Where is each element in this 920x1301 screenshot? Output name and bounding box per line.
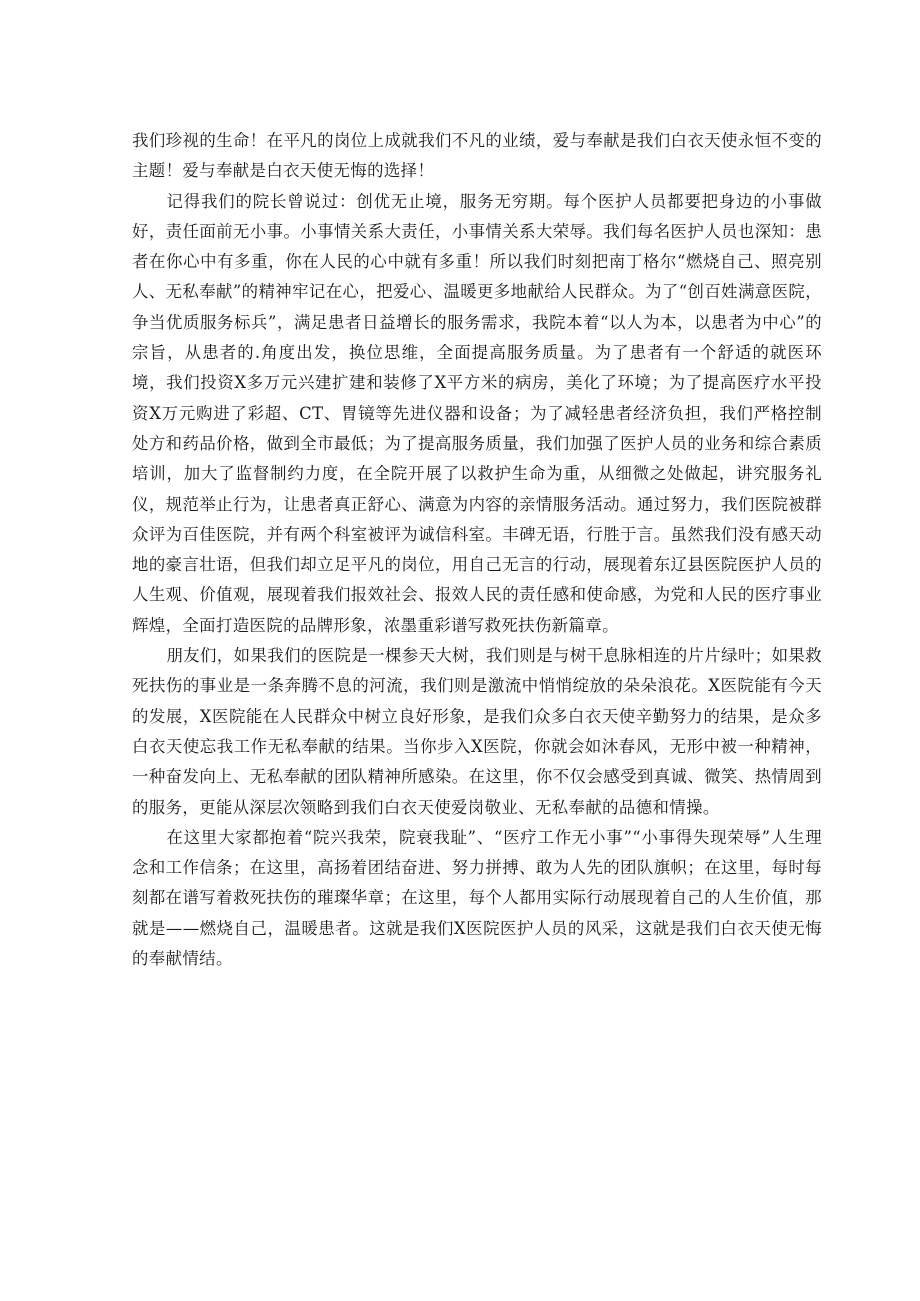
paragraph-1: 我们珍视的生命！在平凡的岗位上成就我们不凡的业绩，爱与奉献是我们白衣天使永恒不变的主题！爱与奉献是白衣天使无悔的选择！ bbox=[132, 131, 822, 181]
document-body bbox=[132, 126, 822, 974]
paragraph-2: 记得我们的院长曾说过：创优无止境，服务无穷期。每个医护人员都要把身边的小事做好，责任面前无小事。小事情关系大责任，小事情关系大荣辱。我们每名医护人员也深知：患者在你心中有多重，你在人民的心中就有多重！所以我们时刻把南丁格尔“燃烧自己、照亮别人、无私奉献”的精神牢记在心，把爱心、温暖更多地献给人民群众。为了“创百姓满意医院，争当优质服务标兵”，满足患者日益增长的服务需求，我院本着“以人为本，以患者为中心”的宗旨，从患者的.角度出发，换位思维，全面提高服务质量。为了患者有一个舒适的就医环境，我们投资X多万元兴建扩建和装修了X平方米的病房，美化了环境；为了提高医疗水平投资X万元购进了彩超、CT、胃镜等先进仪器和设备；为了减轻患者经济负担，我们严格控制处方和药品价格，做到全市最低；为了提高服务质量，我们加强了医护人员的业务和综合素质培训，加大了监督制约力度，在全院开展了以救护生命为重，从细微之处做起，讲究服务礼仪，规范举止行为，让患者真正舒心、满意为内容的亲情服务活动。通过努力，我们医院被群众评为百佳医院，并有两个科室被评为诚信科室。丰碑无语，行胜于言。虽然我们没有感天动地的豪言壮语，但我们却立足平凡的岗位，用自己无言的行动，展现着东辽县医院医护人员的人生观、价值观，展现着我们报效社会、报效人民的责任感和使命感，为党和人民的医疗事业辉煌，全面打造医院的品牌形象，浓墨重彩谱写救死扶伤新篇章。 bbox=[132, 191, 822, 635]
paragraph-3: 朋友们，如果我们的医院是一棵参天大树，我们则是与树干息脉相连的片片绿叶；如果救死扶伤的事业是一条奔腾不息的河流，我们则是激流中悄悄绽放的朵朵浪花。X医院能有今天的发展，X医院能在人民群众中树立良好形象，是我们众多白衣天使辛勤努力的结果，是众多白衣天使忘我工作无私奉献的结果。当你步入X医院，你就会如沐春风，无形中被一种精神，一种奋发向上、无私奉献的团队精神所感染。在这里，你不仅会感受到真诚、微笑、热情周到的服务，更能从深层次领略到我们白衣天使爱岗敬业、无私奉献的品德和情操。 bbox=[132, 646, 822, 817]
paragraph-4: 在这里大家都抱着“院兴我荣，院衰我耻”、“医疗工作无小事”“小事得失现荣辱”人生理念和工作信条；在这里，高扬着团结奋进、努力拼搏、敢为人先的团队旗帜；在这里，每时每刻都在谱写着救死扶伤的璀璨华章；在这里，每个人都用实际行动展现着自己的人生价值，那就是——燃烧自己，温暖患者。这就是我们X医院医护人员的风采，这就是我们白衣天使无悔的奉献情结。 bbox=[132, 827, 822, 969]
